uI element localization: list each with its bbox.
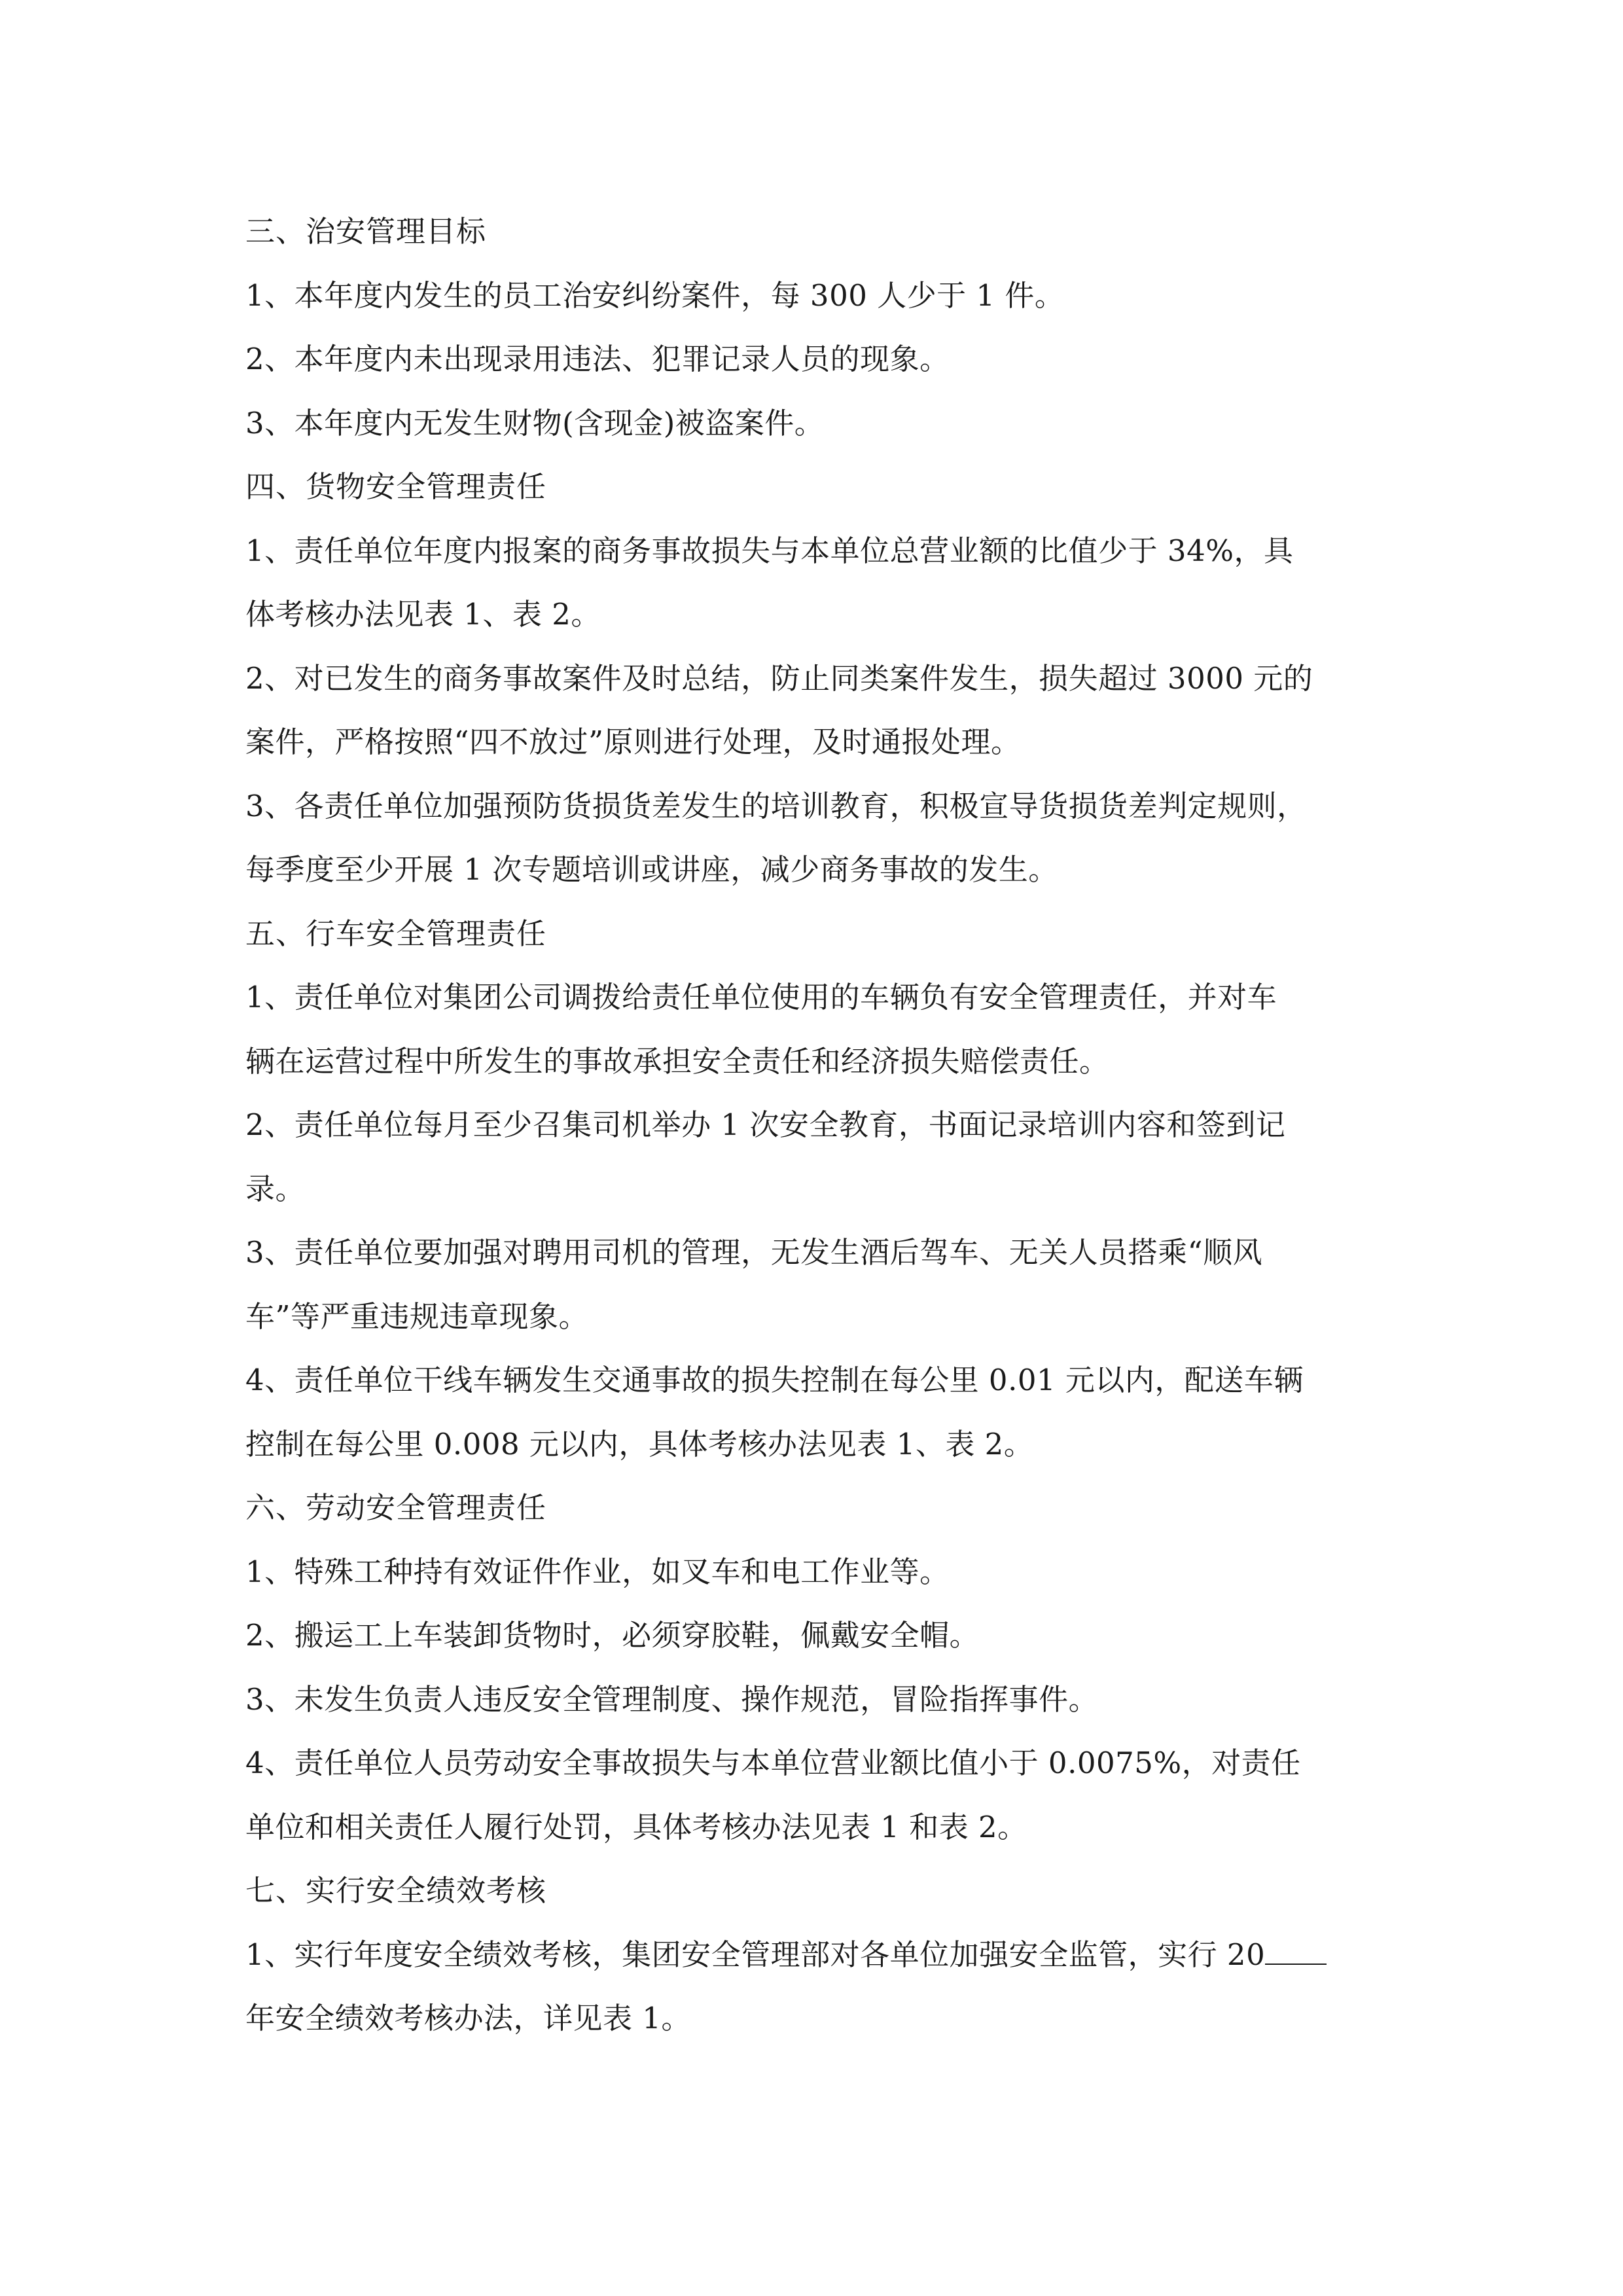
document-body bbox=[245, 200, 1387, 2051]
paragraph-line: 年安全绩效考核办法，详见表 1。 bbox=[245, 2001, 691, 2036]
paragraph-line: 1、本年度内发生的员工治安纠纷案件，每 300 人少于 1 件。 bbox=[245, 278, 1065, 313]
section-heading: 三、治安管理目标 bbox=[245, 214, 487, 249]
paragraph-line: 2、对已发生的商务事故案件及时总结，防止同类案件发生，损失超过 3000 元的 bbox=[245, 660, 1313, 696]
paragraph-line: 单位和相关责任人履行处罚，具体考核办法见表 1 和表 2。 bbox=[245, 1809, 1027, 1844]
section-heading: 五、行车安全管理责任 bbox=[245, 916, 547, 951]
paragraph-line: 体考核办法见表 1、表 2。 bbox=[245, 597, 601, 632]
paragraph-line: 车”等严重违规违章现象。 bbox=[245, 1299, 589, 1334]
paragraph-line: 2、搬运工上车装卸货物时，必须穿胶鞋，佩戴安全帽。 bbox=[245, 1618, 980, 1653]
paragraph-line: 2、本年度内未出现录用违法、犯罪记录人员的现象。 bbox=[245, 342, 950, 376]
paragraph-line: 辆在运营过程中所发生的事故承担安全责任和经济损失赔偿责任。 bbox=[245, 1043, 1109, 1079]
paragraph-text: 1、实行年度安全绩效考核，集团安全管理部对各单位加强安全监管，实行 20 bbox=[245, 1937, 1266, 1972]
fill-in-blank bbox=[1265, 1937, 1327, 1965]
section-heading: 六、劳动安全管理责任 bbox=[245, 1490, 547, 1525]
section-heading: 四、货物安全管理责任 bbox=[245, 469, 547, 504]
paragraph-line: 3、未发生负责人违反安全管理制度、操作规范，冒险指挥事件。 bbox=[245, 1681, 1099, 1717]
paragraph-line: 3、各责任单位加强预防货损货差发生的培训教育，积极宣导货损货差判定规则， bbox=[245, 788, 1307, 823]
paragraph-line: 案件，严格按照“四不放过”原则进行处理，及时通报处理。 bbox=[245, 725, 1021, 759]
paragraph-line: 每季度至少开展 1 次专题培训或讲座，减少商务事故的发生。 bbox=[245, 852, 1058, 887]
paragraph-line: 1、责任单位年度内报案的商务事故损失与本单位总营业额的比值少于 34%，具 bbox=[245, 533, 1294, 568]
paragraph-line: 3、本年度内无发生财物(含现金)被盗案件。 bbox=[245, 405, 825, 440]
paragraph-line: 4、责任单位人员劳动安全事故损失与本单位营业额比值小于 0.0075%，对责任 bbox=[245, 1746, 1301, 1780]
paragraph-line: 3、责任单位要加强对聘用司机的管理，无发生酒后驾车、无关人员搭乘“顺风 bbox=[245, 1235, 1263, 1270]
paragraph-line: 录。 bbox=[245, 1171, 306, 1206]
paragraph-line: 2、责任单位每月至少召集司机举办 1 次安全教育，书面记录培训内容和签到记 bbox=[245, 1107, 1286, 1142]
paragraph-line: 4、责任单位干线车辆发生交通事故的损失控制在每公里 0.01 元以内，配送车辆 bbox=[245, 1363, 1304, 1397]
paragraph-line: 1、特殊工种持有效证件作业，如叉车和电工作业等。 bbox=[245, 1554, 950, 1589]
paragraph-line: 控制在每公里 0.008 元以内，具体考核办法见表 1、表 2。 bbox=[245, 1426, 1034, 1462]
paragraph-line: 1、责任单位对集团公司调拨给责任单位使用的车辆负有安全管理责任，并对车 bbox=[245, 980, 1277, 1014]
paragraph-line-with-blank bbox=[245, 1923, 1387, 1987]
section-heading: 七、实行安全绩效考核 bbox=[245, 1873, 547, 1908]
